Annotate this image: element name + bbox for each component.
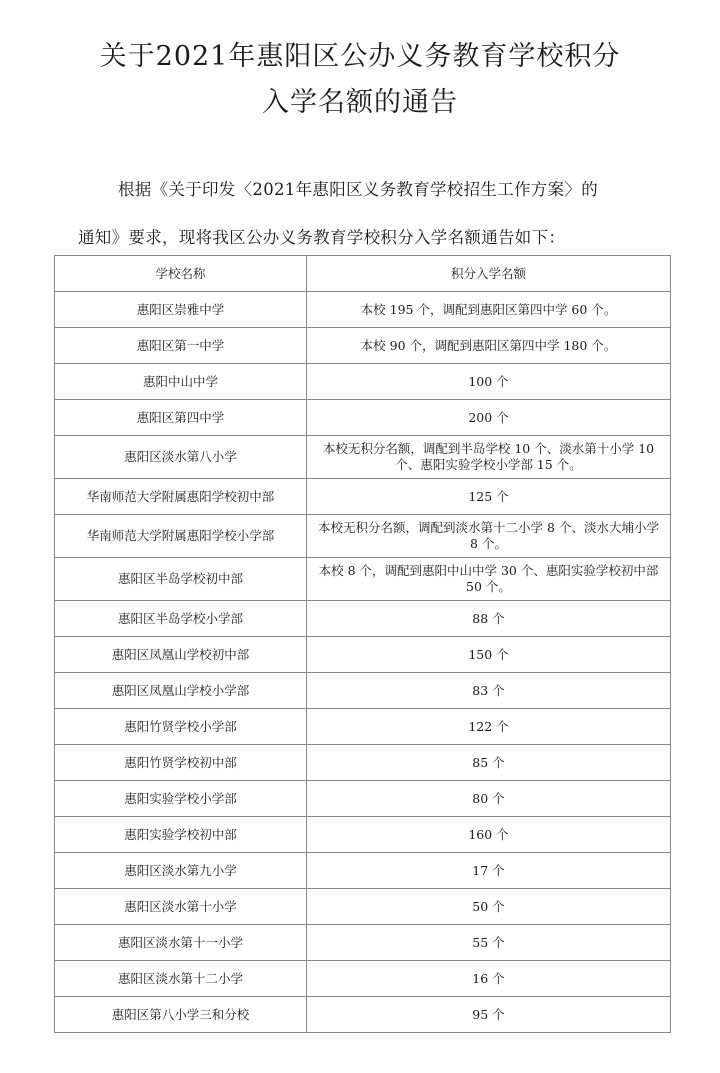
table-row <box>55 558 671 601</box>
cell-quota: 本校 90 个，调配到惠阳区第四中学 180 个。 <box>307 328 671 364</box>
table-row <box>55 853 671 889</box>
cell-quota: 100 个 <box>307 364 671 400</box>
cell-quota: 95 个 <box>307 997 671 1033</box>
table-row <box>55 637 671 673</box>
cell-school-name: 惠阳区淡水第八小学 <box>55 436 307 479</box>
cell-quota: 本校无积分名额，调配到半岛学校 10 个、淡水第十小学 10 个、惠阳实验学校小学部 15 个。 <box>307 436 671 479</box>
cell-school-name: 惠阳区半岛学校初中部 <box>55 558 307 601</box>
cell-school-name: 惠阳竹贤学校初中部 <box>55 745 307 781</box>
table-row <box>55 515 671 558</box>
table-row <box>55 479 671 515</box>
table-row <box>55 961 671 997</box>
cell-quota: 80 个 <box>307 781 671 817</box>
cell-school-name: 惠阳区第四中学 <box>55 400 307 436</box>
cell-school-name: 惠阳区淡水第九小学 <box>55 853 307 889</box>
cell-quota: 200 个 <box>307 400 671 436</box>
document-title-line-1: 关于2021年惠阳区公办义务教育学校积分 <box>99 41 621 72</box>
table-row <box>55 925 671 961</box>
table-header-row <box>55 256 671 292</box>
cell-school-name: 惠阳区淡水第十小学 <box>55 889 307 925</box>
table-row <box>55 997 671 1033</box>
cell-school-name: 惠阳区凤凰山学校初中部 <box>55 637 307 673</box>
table-row <box>55 436 671 479</box>
table-row <box>55 781 671 817</box>
cell-quota: 50 个 <box>307 889 671 925</box>
cell-quota: 55 个 <box>307 925 671 961</box>
header-school-name: 学校名称 <box>55 256 307 292</box>
cell-school-name: 惠阳实验学校小学部 <box>55 781 307 817</box>
cell-school-name: 惠阳中山中学 <box>55 364 307 400</box>
cell-school-name: 惠阳区淡水第十二小学 <box>55 961 307 997</box>
table-row <box>55 745 671 781</box>
cell-quota: 88 个 <box>307 601 671 637</box>
table-row <box>55 292 671 328</box>
header-quota: 积分入学名额 <box>307 256 671 292</box>
table-row <box>55 601 671 637</box>
cell-school-name: 惠阳区第八小学三和分校 <box>55 997 307 1033</box>
cell-quota: 85 个 <box>307 745 671 781</box>
table-row <box>55 889 671 925</box>
cell-quota: 17 个 <box>307 853 671 889</box>
cell-school-name: 惠阳区半岛学校小学部 <box>55 601 307 637</box>
table-row <box>55 328 671 364</box>
table-row <box>55 364 671 400</box>
cell-school-name: 惠阳区崇雅中学 <box>55 292 307 328</box>
table-row <box>55 400 671 436</box>
table-row <box>55 817 671 853</box>
cell-quota: 本校无积分名额，调配到淡水第十二小学 8 个、淡水大埔小学 8 个。 <box>307 515 671 558</box>
cell-quota: 122 个 <box>307 709 671 745</box>
cell-school-name: 惠阳实验学校初中部 <box>55 817 307 853</box>
cell-school-name: 惠阳竹贤学校小学部 <box>55 709 307 745</box>
document-title-line-2: 入学名额的通告 <box>262 87 458 118</box>
table-row <box>55 673 671 709</box>
cell-school-name: 华南师范大学附属惠阳学校小学部 <box>55 515 307 558</box>
intro-paragraph-line-2: 通知》要求，现将我区公办义务教育学校积分入学名额通告如下： <box>78 228 566 247</box>
cell-quota: 16 个 <box>307 961 671 997</box>
cell-quota: 本校 8 个，调配到惠阳中山中学 30 个、惠阳实验学校初中部 50 个。 <box>307 558 671 601</box>
cell-school-name: 惠阳区淡水第十一小学 <box>55 925 307 961</box>
table-row <box>55 709 671 745</box>
cell-school-name: 华南师范大学附属惠阳学校初中部 <box>55 479 307 515</box>
cell-quota: 83 个 <box>307 673 671 709</box>
intro-paragraph-line-1: 根据《关于印发〈2021年惠阳区义务教育学校招生工作方案〉的 <box>118 180 598 199</box>
cell-quota: 150 个 <box>307 637 671 673</box>
cell-quota: 本校 195 个，调配到惠阳区第四中学 60 个。 <box>307 292 671 328</box>
cell-quota: 160 个 <box>307 817 671 853</box>
cell-school-name: 惠阳区第一中学 <box>55 328 307 364</box>
cell-quota: 125 个 <box>307 479 671 515</box>
cell-school-name: 惠阳区凤凰山学校小学部 <box>55 673 307 709</box>
quota-table <box>54 255 671 1033</box>
